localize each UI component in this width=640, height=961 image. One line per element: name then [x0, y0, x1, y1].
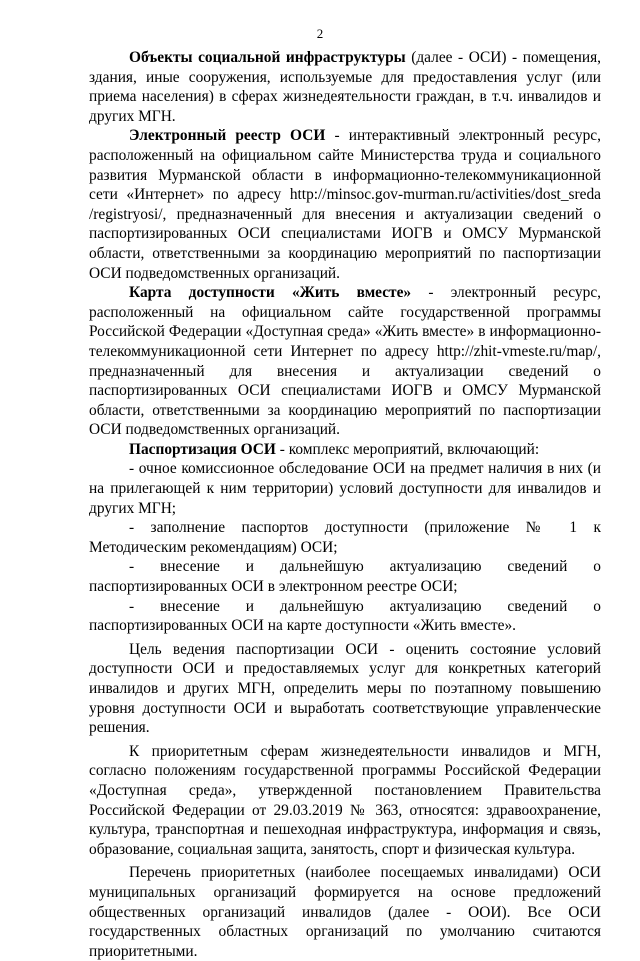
- term-registry: Электронный реестр ОСИ: [129, 127, 326, 145]
- document-body: [89, 48, 601, 961]
- paragraph-osi-definition: [89, 48, 601, 126]
- list-item: - заполнение паспортов доступности (приложение № 1 к Методическим рекомендациям) ОСИ;: [89, 519, 601, 556]
- definition-osi: (далее - ОСИ) - помещения, здания, иные сооружения, используемые для предоставления услуг (или приема населения) в сферах жизнедеятельности граждан, в т.ч. инвалидов и других МГН.: [89, 49, 601, 125]
- definition-passportization: - комплекс мероприятий, включающий:: [275, 440, 540, 458]
- paragraph-priority-spheres: К приоритетным сферам жизнедеятельности инвалидов и МГН, согласно положениям государственной программы Российской Федерации «Доступная среда», утвержденной постановлением Правительства Российской Федерации от 29.03.2019 № 363, относятся: здравоохранение, культура, транспортная и пешеходная инфраструктура, информация и связь, образование, социальная защита, занятость, спорт и физическая культура.: [89, 742, 601, 858]
- term-osi: Объекты социальной инфраструктуры: [129, 49, 406, 66]
- definition-map: - электронный ресурс, расположенный на официальном сайте государственной программы Российской Федерации «Доступная среда» «Жить вместе» в информационно-телекоммуникационной сети Интернет по адресу http://zhit-vmeste.ru/map/, предназначенный для внесения и актуализации сведений о паспортизированных ОСИ специалистами ИОГВ и ОМСУ Мурманской области, ответственными за координацию мероприятий по паспортизации ОСИ подведомственных организаций.: [89, 284, 601, 439]
- list-item: - внесение и дальнейшую актуализацию сведений о паспортизированных ОСИ на карте доступности «Жить вместе».: [89, 597, 601, 635]
- term-map: Карта доступности «Жить вместе»: [129, 284, 412, 302]
- paragraph-passportization-definition: [89, 440, 601, 460]
- definition-registry: - интерактивный электронный ресурс, расположенный на официальном сайте Министерства труда и социального развития Мурманской области в информационно-телекоммуникационной сети «Интернет» по адресу http://minsoc.gov-murman.ru/activities/dost_sreda /registryosi/, предназначенный для внесения и актуализации сведений о паспортизированных ОСИ специалистами ИОГВ и ОМСУ Мурманской области, ответственными за координацию мероприятий по паспортизации ОСИ подведомственных организаций.: [89, 127, 601, 282]
- page-number: 2: [316, 26, 324, 41]
- list-item: - очное комиссионное обследование ОСИ на предмет наличия в них (и на прилегающей к ним территории) условий доступности для инвалидов и других МГН;: [89, 460, 601, 517]
- paragraph-registry-definition: [89, 126, 601, 283]
- term-passportization: Паспортизация ОСИ: [129, 440, 276, 458]
- paragraph-map-definition: [89, 283, 601, 440]
- paragraph-goal: Цель ведения паспортизации ОСИ - оценить состояние условий доступности ОСИ и предоставляемых услуг для конкретных категорий инвалидов и других МГН, определить меры по поэтапному повышению уровня доступности ОСИ и выработать соответствующие управленческие решения.: [89, 640, 601, 737]
- paragraph-priority-list: Перечень приоритетных (наиболее посещаемых инвалидами) ОСИ муниципальных организаций формируется на основе предложений общественных организаций инвалидов (далее - ООИ). Все ОСИ государственных областных организаций по умолчанию считаются приоритетными.: [89, 864, 601, 960]
- list-item: - внесение и дальнейшую актуализацию сведений о паспортизированных ОСИ в электронном реестре ОСИ;: [89, 558, 601, 596]
